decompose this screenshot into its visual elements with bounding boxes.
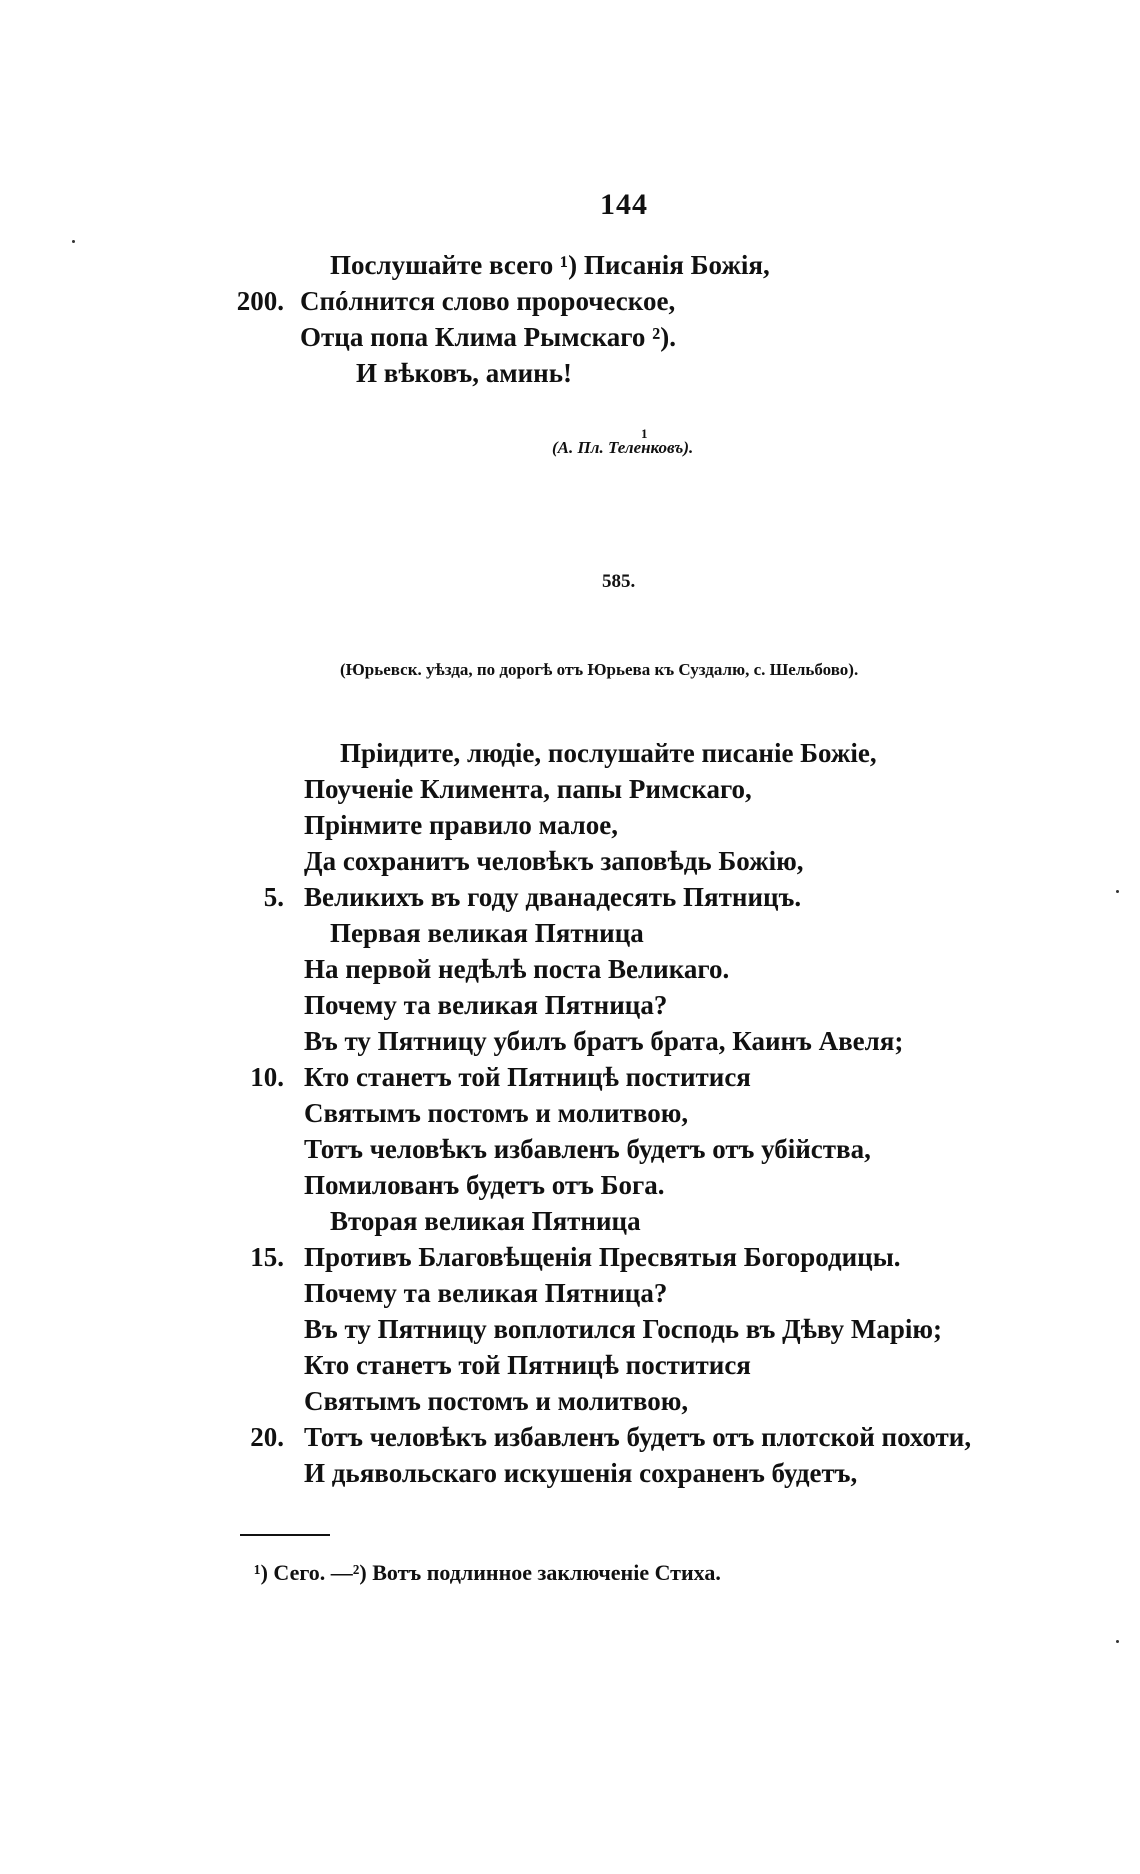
line-text: Помилованъ будетъ отъ Бога. — [304, 1170, 665, 1200]
line-text: И вѣковъ, аминь! — [356, 358, 572, 388]
line-number: 5. — [263, 882, 284, 912]
line-text: Противъ Благовѣщенія Пресвятыя Богородицы. — [304, 1242, 901, 1272]
line-text: Отца попа Клима Рымскаго ²). — [300, 322, 676, 352]
attribution — [552, 426, 694, 458]
verse-line — [0, 1422, 1140, 1458]
line-text: На первой недѣлѣ поста Великаго. — [304, 954, 730, 984]
attribution-text: (А. Пл. Теленковъ). — [552, 438, 694, 457]
verse-line — [0, 1026, 1140, 1062]
verse-line — [0, 1242, 1140, 1278]
verse-line — [0, 1458, 1140, 1494]
verse-line — [0, 322, 1140, 358]
verse-line — [0, 846, 1140, 882]
line-text: Почему та великая Пятница? — [304, 990, 668, 1020]
line-text: Святымъ постомъ и молитвою, — [304, 1386, 689, 1416]
line-text: Первая великая Пятница — [330, 918, 644, 948]
print-speck — [1116, 1640, 1119, 1643]
footnotes: ¹) Сего. —²) Вотъ подлинное заключеніе Стиха. — [254, 1560, 721, 1585]
line-number: 20. — [250, 1422, 284, 1452]
line-text: Спóлнится слово пророческое, — [300, 286, 676, 316]
line-text: Кто станетъ той Пятницѣ поститися — [304, 1350, 751, 1380]
song-location: (Юрьевск. уѣзда, по дорогѣ отъ Юрьева къ Суздалю, с. Шельбово). — [340, 660, 859, 679]
verse-line — [0, 1134, 1140, 1170]
line-text: И дьявольскаго искушенія сохраненъ будетъ, — [304, 1458, 858, 1488]
line-text: Прінмите правило малое, — [304, 810, 618, 840]
page-number: 144 — [600, 188, 648, 221]
verse-line — [0, 1170, 1140, 1206]
line-text: Въ ту Пятницу убилъ братъ брата, Каинъ Авеля; — [304, 1026, 904, 1056]
verse-line — [0, 358, 1140, 394]
verse-line — [0, 1350, 1140, 1386]
line-text: Послушайте всего ¹) Писанія Божія, — [330, 250, 770, 280]
line-text: Тотъ человѣкъ избавленъ будетъ отъ плотской похоти, — [304, 1422, 972, 1452]
verse-line — [0, 882, 1140, 918]
line-text: Святымъ постомъ и молитвою, — [304, 1098, 689, 1128]
line-text: Пріидите, людіе, послушайте писаніе Божіе, — [340, 738, 877, 768]
verse-line — [0, 738, 1140, 774]
verse-line — [0, 954, 1140, 990]
verse-line — [0, 774, 1140, 810]
verse-line — [0, 286, 1140, 322]
verse-line — [0, 1062, 1140, 1098]
attribution-mark: 1 — [641, 426, 648, 441]
line-text: Вторая великая Пятница — [330, 1206, 641, 1236]
song-number: 585. — [602, 571, 636, 592]
line-text: Да сохранитъ человѣкъ заповѣдь Божію, — [304, 846, 804, 876]
print-speck — [1116, 890, 1119, 893]
verse-line — [0, 1098, 1140, 1134]
line-text: Почему та великая Пятница? — [304, 1278, 668, 1308]
line-text: Кто станетъ той Пятницѣ поститися — [304, 1062, 751, 1092]
verse-line — [0, 1206, 1140, 1242]
line-number: 15. — [250, 1242, 284, 1272]
verse-line — [0, 1386, 1140, 1422]
verse-line — [0, 1314, 1140, 1350]
print-speck — [72, 240, 75, 243]
line-text: Великихъ въ году дванадесять Пятницъ. — [304, 882, 802, 912]
verse-line — [0, 990, 1140, 1026]
line-text: Тотъ человѣкъ избавленъ будетъ отъ убійства, — [304, 1134, 871, 1164]
line-number: 200. — [236, 286, 284, 316]
line-text: Въ ту Пятницу воплотился Господь въ Дѣву Марію; — [304, 1314, 942, 1344]
verse-line — [0, 1278, 1140, 1314]
verse-line — [0, 918, 1140, 954]
footnote-rule — [240, 1534, 330, 1536]
verse-line — [0, 810, 1140, 846]
verse-line — [0, 250, 1140, 286]
line-text: Поученіе Климента, папы Римскаго, — [304, 774, 752, 804]
line-number: 10. — [250, 1062, 284, 1092]
